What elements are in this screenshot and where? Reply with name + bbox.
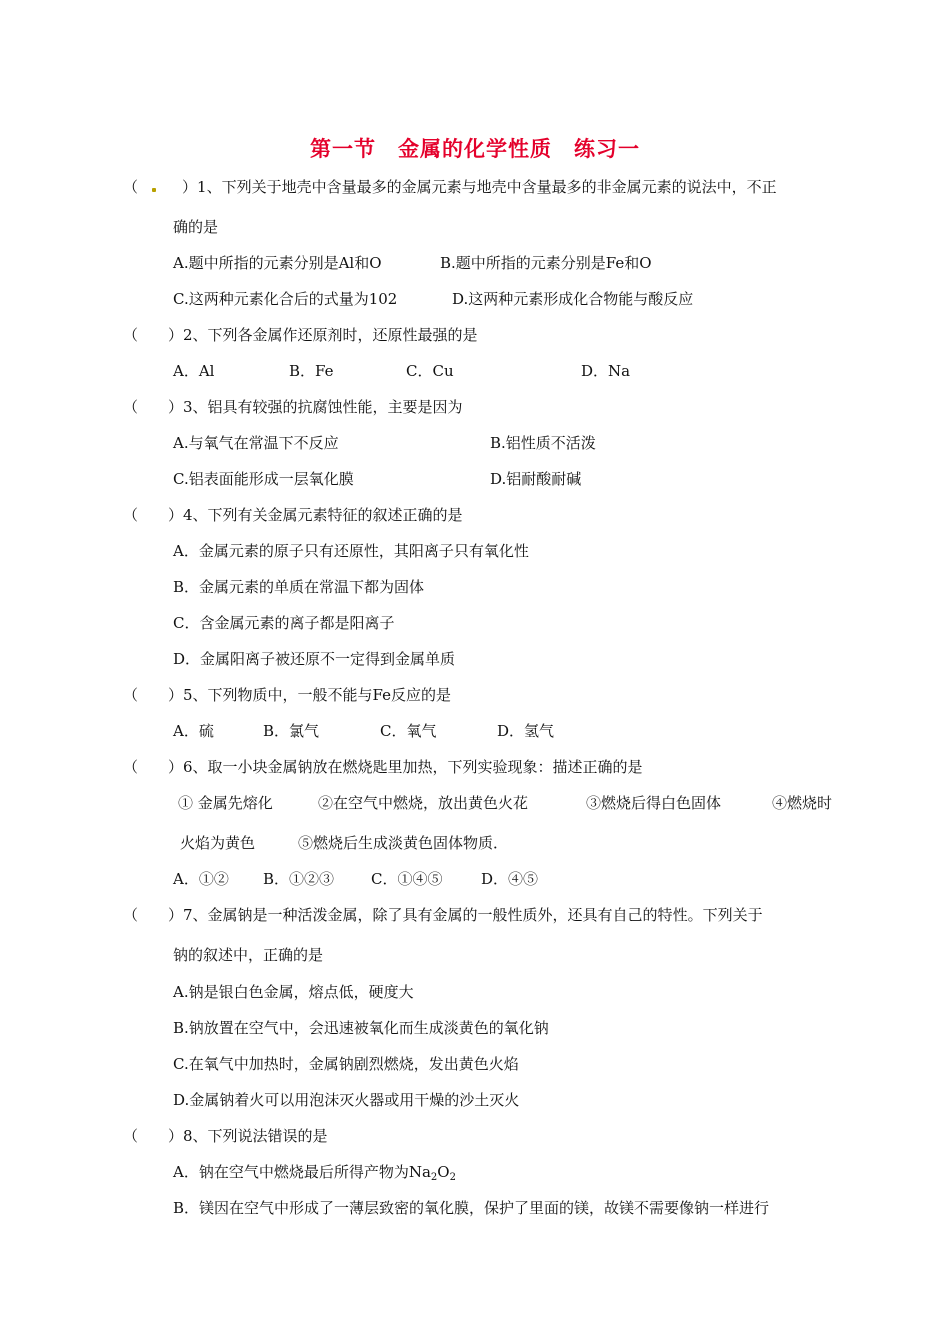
q8-option-a-formula: O (437, 1163, 450, 1181)
q7-option-c: C.在氧气中加热时，金属钠剧烈燃烧，发出黄色火焰 (173, 1055, 519, 1073)
q2-option-b: B．Fe (289, 362, 334, 380)
q4-option-d: D．金属阳离子被还原不一定得到金属单质 (173, 650, 456, 668)
answer-paren: （ ） (123, 506, 184, 524)
q6-item-2: ②在空气中燃烧，放出黄色火花 (318, 794, 529, 812)
question-4-stem: 4、下列有关金属元素特征的叙述正确的是 (183, 506, 463, 524)
q6-item-3: ③燃烧后得白色固体 (586, 794, 722, 812)
q5-option-b: B．氯气 (263, 722, 320, 740)
question-3-stem: 3、铝具有较强的抗腐蚀性能，主要是因为 (183, 398, 463, 416)
q7-option-d: D.金属钠着火可以用泡沫灭火器或用干燥的沙土灭火 (173, 1091, 520, 1109)
q6-item-4-cont: 火焰为黄色 (180, 834, 256, 852)
q6-option-d: D．④⑤ (481, 870, 539, 888)
question-8-stem: 8、下列说法错误的是 (183, 1127, 328, 1145)
q6-item-5: ⑤燃烧后生成淡黄色固体物质． (298, 834, 509, 852)
q7-option-b: B.钠放置在空气中，会迅速被氧化而生成淡黄色的氧化钠 (173, 1019, 549, 1037)
q8-option-a (173, 1163, 456, 1187)
answer-paren: （ ） (123, 1127, 184, 1145)
q1-option-c: C.这两种元素化合后的式量为102 (173, 290, 398, 308)
question-7 (123, 906, 763, 924)
question-7-stem-cont: 钠的叙述中，正确的是 (173, 946, 324, 964)
q4-option-a: A．金属元素的原子只有还原性，其阳离子只有氧化性 (173, 542, 529, 560)
question-6 (123, 758, 643, 776)
q2-option-a: A．Al (173, 362, 215, 380)
question-4 (123, 506, 463, 524)
question-1-stem: 1、下列关于地壳中含量最多的金属元素与地壳中含量最多的非金属元素的说法中，不正 (197, 178, 777, 196)
answer-paren-left: （ (123, 178, 139, 196)
q4-option-c: C．含金属元素的离子都是阳离子 (173, 614, 395, 632)
question-1-stem-cont: 确的是 (173, 218, 219, 236)
q5-option-c: C．氧气 (380, 722, 437, 740)
q3-option-a: A.与氧气在常温下不反应 (173, 434, 339, 452)
q5-option-d: D．氢气 (497, 722, 555, 740)
question-7-stem: 7、金属钠是一种活泼金属，除了具有金属的一般性质外，还具有自己的特性。下列关于 (183, 906, 763, 924)
q3-option-c: C.铝表面能形成一层氧化膜 (173, 470, 354, 488)
q1-option-b: B.题中所指的元素分别是Fe和O (440, 254, 652, 272)
question-5-stem: 5、下列物质中，一般不能与Fe反应的是 (183, 686, 452, 704)
question-6-stem: 6、取一小块金属钠放在燃烧匙里加热，下列实验现象：描述正确的是 (183, 758, 643, 776)
q6-item-4: ④燃烧时 (772, 794, 833, 812)
q3-option-b: B.铝性质不活泼 (490, 434, 596, 452)
q6-option-a: A．①② (173, 870, 229, 888)
q7-option-a: A.钠是银白色金属，熔点低，硬度大 (173, 983, 414, 1001)
q5-option-a: A．硫 (173, 722, 214, 740)
ink-dot-decoration (152, 188, 156, 192)
subscript: 2 (449, 1172, 456, 1183)
answer-paren-right: ） (182, 178, 198, 196)
question-1 (123, 178, 777, 196)
question-2-stem: 2、下列各金属作还原剂时，还原性最强的是 (183, 326, 478, 344)
q2-option-d: D．Na (581, 362, 631, 380)
q6-item-1: ① 金属先熔化 (178, 794, 273, 812)
question-5 (123, 686, 451, 704)
q2-option-c: C．Cu (406, 362, 454, 380)
q1-option-d: D.这两种元素形成化合物能与酸反应 (452, 290, 694, 308)
answer-paren: （ ） (123, 398, 184, 416)
question-3 (123, 398, 463, 416)
question-2 (123, 326, 478, 344)
q1-option-a: A.题中所指的元素分别是Al和O (173, 254, 382, 272)
q8-option-a-text: A．钠在空气中燃烧最后所得产物为Na (173, 1163, 431, 1181)
q6-option-b: B．①②③ (263, 870, 335, 888)
answer-paren: （ ） (123, 906, 184, 924)
question-8 (123, 1127, 328, 1145)
q4-option-b: B．金属元素的单质在常温下都为固体 (173, 578, 425, 596)
answer-paren: （ ） (123, 758, 184, 776)
page-title: 第一节 金属的化学性质 练习一 (310, 137, 640, 161)
q8-option-b: B．镁因在空气中形成了一薄层致密的氧化膜，保护了里面的镁，故镁不需要像钠一样进行 (173, 1199, 770, 1217)
subscript: 2 (430, 1172, 438, 1183)
q3-option-d: D.铝耐酸耐碱 (490, 470, 582, 488)
answer-paren: （ ） (123, 326, 184, 344)
q6-option-c: C．①④⑤ (371, 870, 443, 888)
answer-paren: （ ） (123, 686, 184, 704)
